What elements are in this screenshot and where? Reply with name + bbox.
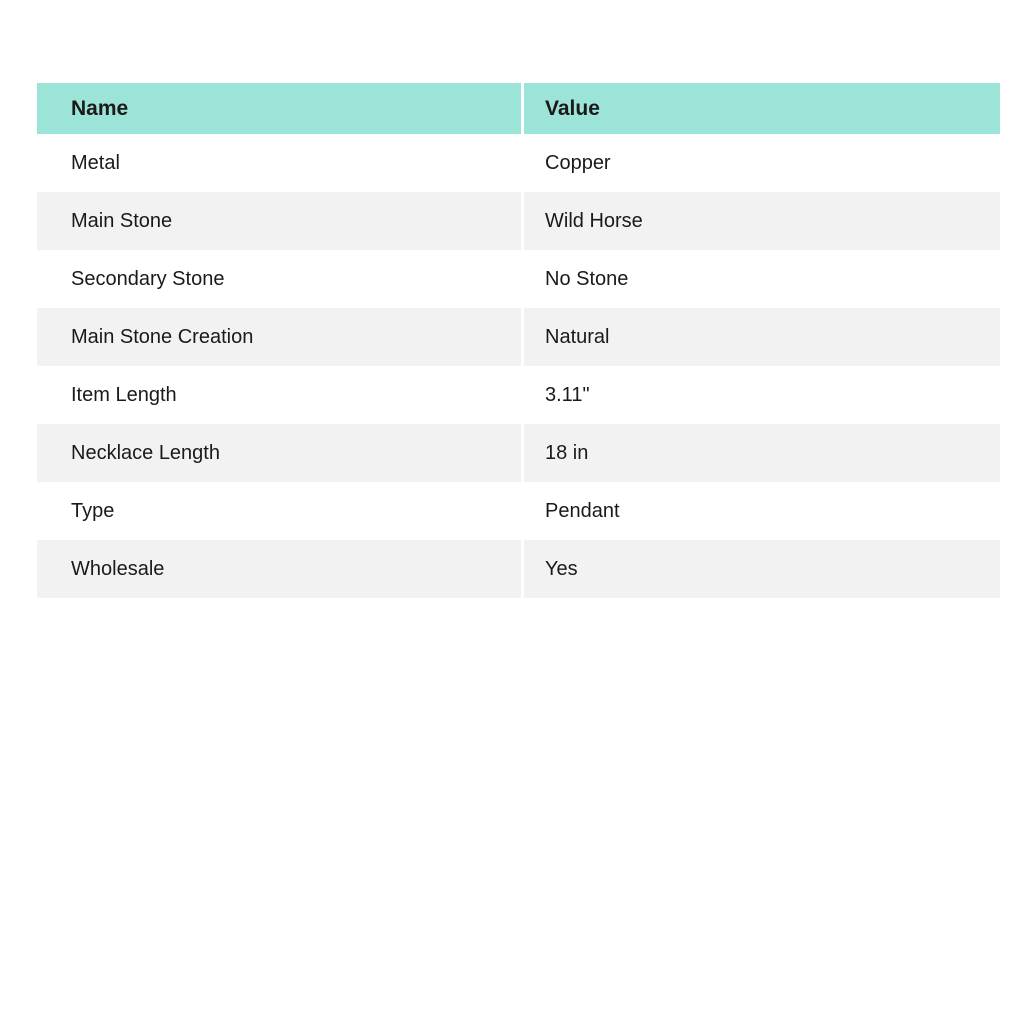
row-value-cell: Copper (524, 134, 1000, 192)
row-name-cell: Main Stone (37, 192, 524, 250)
product-spec-table-container (37, 83, 1000, 598)
row-value-cell: Wild Horse (524, 192, 1000, 250)
row-value-cell: 18 in (524, 424, 1000, 482)
row-name-cell: Secondary Stone (37, 250, 524, 308)
row-value-cell: Natural (524, 308, 1000, 366)
header-row (37, 83, 1000, 134)
column-header-name: Name (37, 83, 524, 134)
table-row (37, 134, 1000, 192)
table-row (37, 540, 1000, 598)
table-row (37, 366, 1000, 424)
row-name-cell: Wholesale (37, 540, 524, 598)
row-name-cell: Necklace Length (37, 424, 524, 482)
table-row (37, 424, 1000, 482)
row-value-cell: 3.11" (524, 366, 1000, 424)
table-body (37, 134, 1000, 598)
row-value-cell: No Stone (524, 250, 1000, 308)
column-header-value: Value (524, 83, 1000, 134)
product-spec-table (37, 83, 1000, 598)
table-header (37, 83, 1000, 134)
table-row (37, 250, 1000, 308)
table-row (37, 482, 1000, 540)
row-name-cell: Main Stone Creation (37, 308, 524, 366)
row-value-cell: Pendant (524, 482, 1000, 540)
row-name-cell: Item Length (37, 366, 524, 424)
row-value-cell: Yes (524, 540, 1000, 598)
table-row (37, 308, 1000, 366)
table-row (37, 192, 1000, 250)
row-name-cell: Metal (37, 134, 524, 192)
row-name-cell: Type (37, 482, 524, 540)
